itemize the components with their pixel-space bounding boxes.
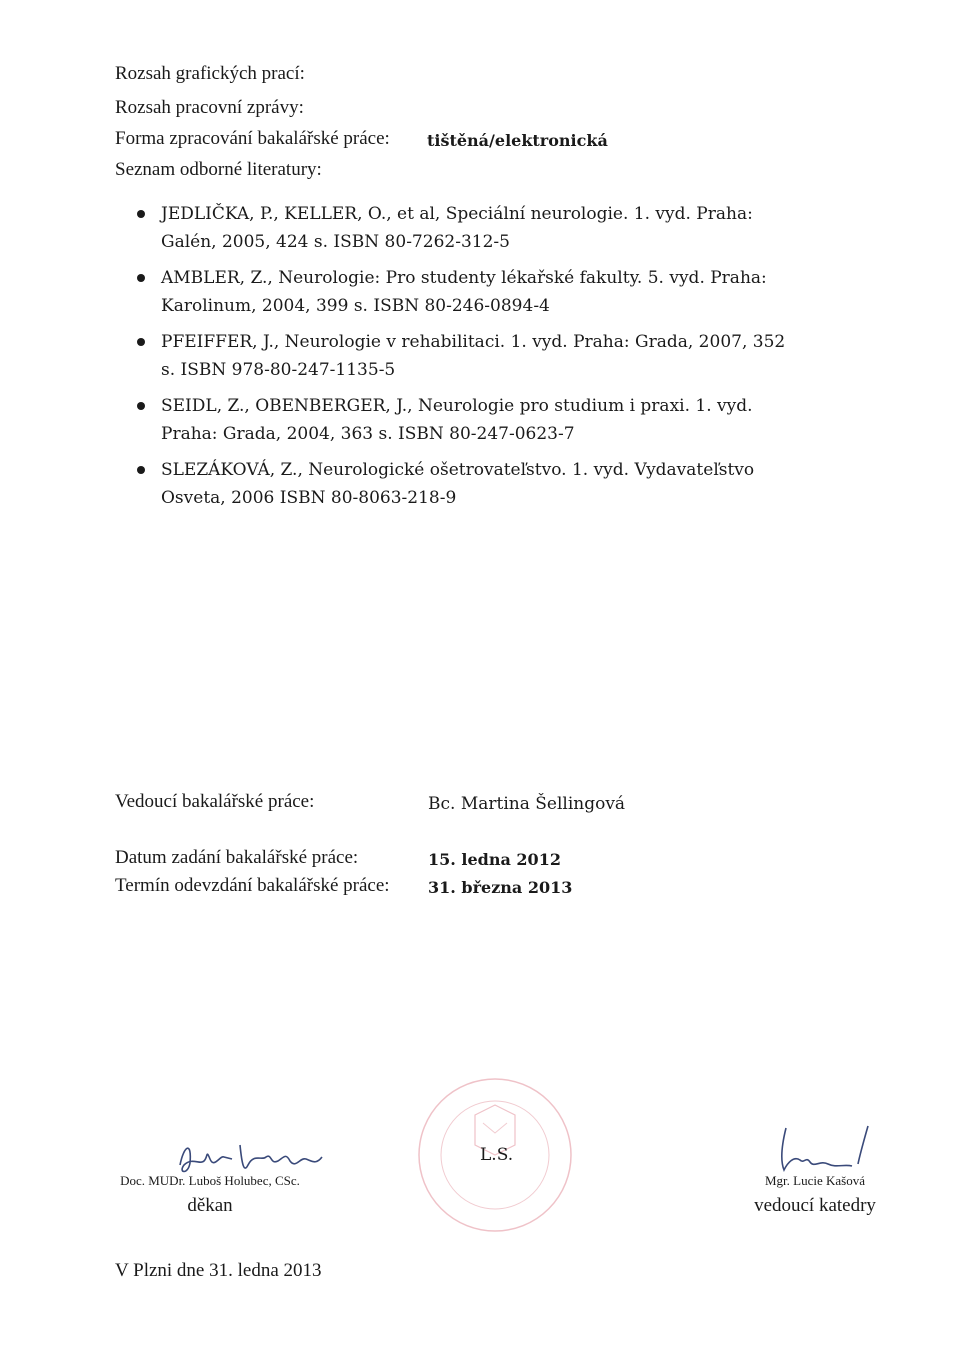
bibliography-item	[115, 328, 875, 384]
bibliography-line: PFEIFFER, J., Neurologie v rehabilitaci. 1. vyd. Praha: Grada, 2007, 352	[161, 332, 786, 352]
bibliography-line: Karolinum, 2004, 399 s. ISBN 80-246-0894-4	[161, 296, 550, 316]
assigned-value: 15. ledna 2012	[428, 850, 561, 869]
form-label: Forma zpracování bakalářské práce:	[115, 128, 390, 149]
bibliography-line: Praha: Grada, 2004, 363 s. ISBN 80-247-0623-7	[161, 424, 575, 444]
dean-block	[100, 1172, 320, 1218]
supervisor-row	[115, 790, 626, 814]
graphics-label: Rozsah grafických prací:	[115, 63, 305, 84]
dean-name: Doc. MUDr. Luboš Holubec, CSc.	[120, 1173, 300, 1188]
assigned-row	[115, 846, 561, 870]
deadline-label: Termín odevzdání bakalářské práce:	[115, 875, 390, 896]
report-label: Rozsah pracovní zprávy:	[115, 97, 304, 118]
bibliography-line: SLEZÁKOVÁ, Z., Neurologické ošetrovateľstvo. 1. vyd. Vydavateľstvo	[161, 460, 755, 480]
bibliography-line: AMBLER, Z., Neurologie: Pro studenty lékařské fakulty. 5. vyd. Praha:	[161, 268, 767, 288]
bullet-icon	[137, 274, 145, 282]
bibliography-line: Osveta, 2006 ISBN 80-8063-218-9	[161, 488, 457, 508]
head-title: vedoucí katedry	[754, 1195, 876, 1216]
bibliography-list	[115, 200, 875, 520]
bibliography-line: Galén, 2005, 424 s. ISBN 80-7262-312-5	[161, 232, 510, 252]
supervisor-value: Bc. Martina Šellingová	[428, 794, 626, 814]
literature-label: Seznam odborné literatury:	[115, 159, 322, 180]
bibliography-item	[115, 264, 875, 320]
graphics-row	[115, 62, 305, 86]
bibliography-line: SEIDL, Z., OBENBERGER, J., Neurologie pro studium i praxi. 1. vyd.	[161, 396, 753, 416]
bibliography-line: JEDLIČKA, P., KELLER, O., et al, Speciální neurologie. 1. vyd. Praha:	[161, 204, 753, 224]
bibliography-line: s. ISBN 978-80-247-1135-5	[161, 360, 396, 380]
report-row	[115, 96, 304, 120]
assigned-label: Datum zadání bakalářské práce:	[115, 847, 359, 868]
head-signature	[748, 1120, 888, 1180]
head-name: Mgr. Lucie Kašová	[764, 1173, 865, 1188]
bullet-icon	[137, 466, 145, 474]
supervisor-label: Vedoucí bakalářské práce:	[115, 791, 315, 812]
bibliography-item	[115, 456, 875, 512]
bullet-icon	[137, 338, 145, 346]
bullet-icon	[137, 402, 145, 410]
bibliography-item	[115, 392, 875, 448]
bibliography-item	[115, 200, 875, 256]
stamp-label: L.S.	[480, 1145, 514, 1165]
head-block	[715, 1172, 915, 1218]
place-date: V Plzni dne 31. ledna 2013	[115, 1260, 322, 1281]
deadline-value: 31. března 2013	[428, 878, 573, 897]
literature-row	[115, 158, 322, 182]
form-row	[115, 127, 608, 151]
bullet-icon	[137, 210, 145, 218]
form-value: tištěná/elektronická	[427, 131, 608, 150]
dean-title: děkan	[187, 1195, 233, 1216]
deadline-row	[115, 874, 573, 898]
